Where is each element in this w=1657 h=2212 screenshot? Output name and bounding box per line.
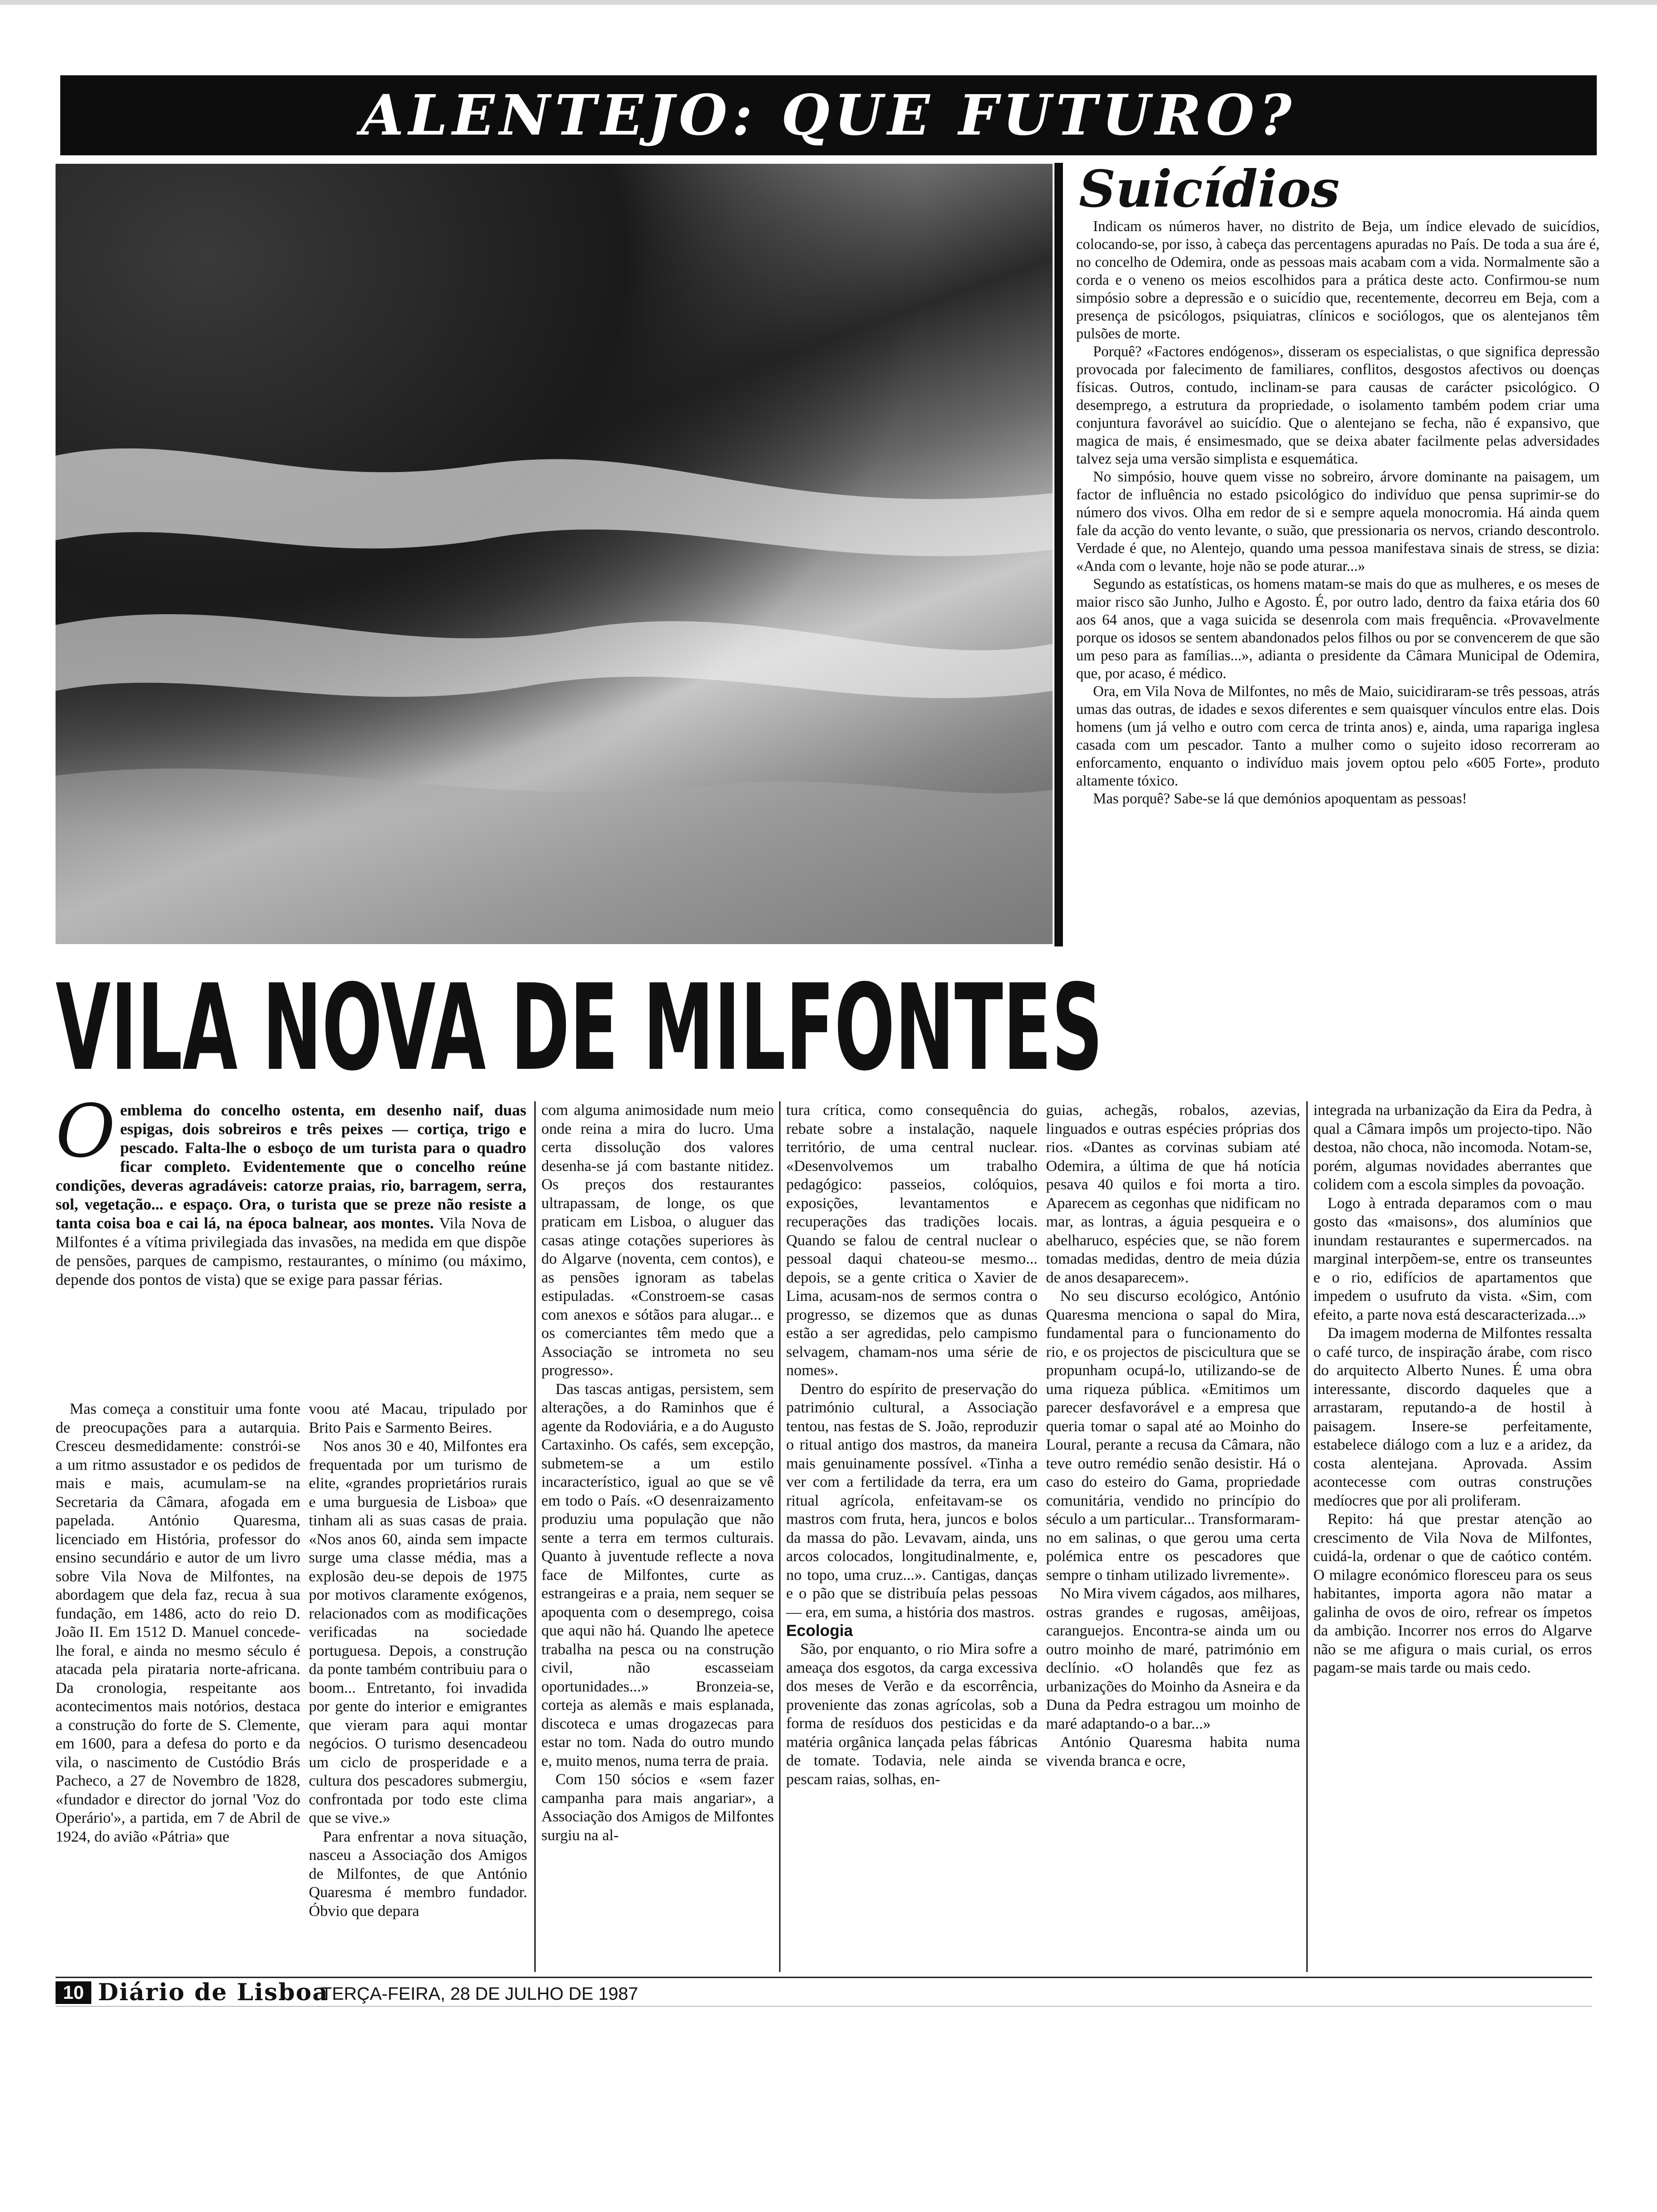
- column-paragraph: Mas começa a constituir uma fonte de preocupações para a autarquia. Cresceu desmedidamente: constrói-se a um ritmo assustador e os pedidos de mais e mais, acumulam-se na Secretaria da Câmara, afogada em papelada. António Quaresma, licenciado em História, professor do ensino secundário e autor de um livro sobre Vila Nova de Milfontes, na abordagem que dela faz, recua à sua fundação, em 1486, acto do reio D. João II. Em 1512 D. Manuel concede-lhe foral, e ainda no mesmo século é atacada pela pirataria norte-africana. Da cronologia, respeitante aos acontecimentos mais notórios, destaca a construção do forte de S. Clemente, em 1600, para a defesa do porto e da vila, o nascimento de Custódio Brás Pacheco, a 27 de Novembro de 1828, «fundador e director do jornal 'Voz do Operário'», a partida, em 7 de Abril de 1924, do avião «Pátria» que: [56, 1401, 300, 1845]
- column-paragraph: Logo à entrada deparamos com o mau gosto das «maisons», dos alumínios que inundam restaurantes e supermercados. na marginal interpõem-se, entre os transeuntes e o rio, edifícios de apartamentos que impedem o usufruto da vista. «Sim, com efeito, a parte nova está descaracterizada...»: [1313, 1194, 1592, 1323]
- column-paragraph: Da imagem moderna de Milfontes ressalta o café turco, de inspiração árabe, com risco do arquitecto Alberto Nunes. É uma obra interessante, discordo daqueles que a arrastaram, reputando-a de hostil à paisagem. Insere-se perfeitamente, estabelece diálogo com a luz e a aridez, da costa alentejana. Aprovada. Assim acontecesse com outras construções medíocres que por ali proliferam.: [1313, 1325, 1592, 1509]
- sidebar-paragraph: Mas porquê? Sabe-se lá que demónios apoquentam as pessoas!: [1093, 790, 1467, 807]
- column-paragraph: Das tascas antigas, persistem, sem alterações, a do Raminhos que é agente da Rodoviária, e a do Augusto Cartaxinho. Os cafés, sem excepção, submetem-se a um estilo incaracterístico, igual ao que se vê em todo o País. «O desenraizamento produziu uma população que não sente a terra em termos culturais. Quanto à juventude reflecte a nova face de Milfontes, curte as estrangeiras e a praia, nem sequer se apoquenta com o desemprego, coisa que aqui não há. Quando lhe apetece trabalha na pesca ou na construção civil, não escasseiam oportunidades...» Bronzeia-se, corteja as alemãs e mais esplanada, discoteca e umas drogazecas para estar no tom. Nada do outro mundo e, muito menos, numa terra de praia.: [541, 1380, 774, 1770]
- column-paragraph: Nos anos 30 e 40, Milfontes era frequentada por um turismo de elite, «grandes proprietários rurais e uma burguesia de Lisboa» que tinham ali as suas casas de praia. «Nos anos 60, ainda sem impacte surge uma classe média, mas a explosão deu-se depois de 1975 por motivos claramente exógenos, relacionados com as modificações verificadas na sociedade portuguesa. Depois, a construção da ponte também contribuiu para o boom... Entretanto, foi invadida por gente do interior e emigrantes que vieram para aqui montar negócios. O turismo desencadeou um ciclo de prosperidade e a cultura dos pescadores submergiu, confrontada por todo este clima que se vive.»: [309, 1438, 527, 1827]
- column-rule: [1306, 1101, 1308, 1972]
- article-column-3: [541, 1101, 774, 1845]
- drop-cap: O: [56, 1089, 116, 1174]
- article-column-2: [309, 1400, 527, 1921]
- column-paragraph: integrada na urbanização da Eira da Pedra, à qual a Câmara impôs um projecto-tipo. Não destoa, não choca, não incomoda. Notam-se, porém, algumas novidades aberrantes que colidem com a escola simples da povoação.: [1313, 1102, 1592, 1193]
- sidebar-paragraph: Ora, em Vila Nova de Milfontes, no mês de Maio, suicidiraram-se três pessoas, atrás umas das outras, de idades e sexos diferentes e sem quaisquer vínculos entre elas. Dois homens (um já velho e outro com cerca de trinta anos) e, ainda, uma rapariga inglesa casada com um pescador. Tanto a mulher como o sujeito idoso recorreram ao enforcamento, enquanto o indivíduo mais jovem optou pelo «605 Forte», produto altamente tóxico.: [1076, 683, 1600, 789]
- column-paragraph: guias, achegãs, robalos, azevias, linguados e outras espécies próprias dos rios. «Dantes as corvinas subiam até Odemira, a última de que há notícia pesava 40 quilos e foi morta a tiro. Aparecem as cegonhas que nidificam no mar, as lontras, a águia pesqueira e o abelharuco, espécies que, se não forem tomadas medidas, dentro de meia dúzia de anos desaparecem».: [1046, 1102, 1300, 1286]
- column-paragraph: São, por enquanto, o rio Mira sofre a ameaça dos esgotos, da carga excessiva dos meses de Verão e da escorrência, proveniente das zonas agrícolas, sob a forma de resíduos dos pesticidas e da matéria orgânica lançada pelas fábricas de tomate. Todavia, nele ainda se pescam raias, solhas, en-: [786, 1641, 1038, 1788]
- sidebar-paragraph: Segundo as estatísticas, os homens matam-se mais do que as mulheres, e os meses de maior risco são Junho, Julho e Agosto. É, por outro lado, dentro da faixa etária dos 60 aos 64 anos, que a vaga suicida se desenrola com mais frequência. «Provavelmente porque os idosos se sentem abandonados pelos filhos ou por se convencerem de que são um peso para as famílias...», adianta o presidente da Câmara Municipal de Odemira, que, por acaso, é médico.: [1076, 576, 1600, 681]
- footer-underline: [56, 2006, 1592, 2007]
- article-column-1: [56, 1400, 300, 1846]
- article-column-6: [1313, 1101, 1592, 1678]
- sidebar-title: Suicídios: [1079, 160, 1340, 219]
- article-headline: VILA NOVA DE MILFONTES: [56, 959, 1103, 1097]
- column-paragraph: No Mira vivem cágados, aos milhares, ostras grandes e rugosas, amêijoas, caranguejos. Encontra-se ainda um ou outro moinho de maré, património em declínio. «O holandês que fez as urbanizações do Moinho da Asneira e da Duna da Pedra estragou um moinho de maré adaptando-o a bar...»: [1046, 1585, 1300, 1732]
- sidebar-paragraph: Porquê? «Factores endógenos», disseram os especialistas, o que significa depressão provocada por falecimento de familiares, conflitos, desgostos afectivos ou doenças físicas. Outros, contudo, inclinam-se para causas de carácter psicológico. O desemprego, a estrutura da propriedade, o isolamento também podem criar uma conjuntura favorável ao suicídio. Que o alentejano se fecha, não é expansivo, que magica de mais, é ensimesmado, que se deixa abater facilmente pelas adversidades talvez seja uma versão simplista e esquemática.: [1076, 343, 1600, 467]
- intro-lead: emblema do concelho ostenta, em desenho naif, duas espigas, dois sobreiros e três peixes — cortiça, trigo e pescado. Falta-lhe o esboço de um turista para o quadro ficar completo. Evidentemente que o concelho reúne condições, deveras agradáveis: catorze praias, rio, barragem, serra, sol, vegetação... e espaço. Ora, o turista que se preze não resiste a tanta coisa boa e cai lá, na época balnear, aos montes.: [56, 1102, 526, 1232]
- article-intro: [56, 1089, 526, 1290]
- column-paragraph: voou até Macau, tripulado por Brito Pais e Sarmento Beires.: [309, 1401, 527, 1436]
- top-edge: [0, 0, 1657, 5]
- issue-date: TERÇA-FEIRA, 28 DE JULHO DE 1987: [321, 1984, 638, 2004]
- article-column-4: [786, 1101, 1038, 1789]
- page-number: 10: [56, 1981, 91, 2004]
- column-paragraph: António Quaresma habita numa vivenda branca e ocre,: [1046, 1734, 1300, 1770]
- section-banner: ALENTEJO: QUE FUTURO?: [60, 75, 1597, 155]
- sidebar-paragraph: No simpósio, houve quem visse no sobreiro, árvore dominante na paisagem, um factor de influência no estado psicológico do indivíduo que pensa suprimir-se do número dos vivos. Olha em redor de si e sempre aquela monocromia. Há ainda quem fale da acção do vento levante, o suão, que pressionaria os nervos, criando descontrolo. Verdade é que, no Alentejo, quando uma pessoa manifestava sinais de stress, se dizia: «Anda com o levante, hoje não se pode aturar...»: [1076, 468, 1600, 574]
- sidebar-body: [1076, 217, 1600, 808]
- column-paragraph: com alguma animosidade num meio onde reina a mira do lucro. Uma certa dissolução dos valores desenha-se já com bastante nitidez. Os preços dos restaurantes ultrapassam, de longe, os que praticam em Lisboa, o aluguer das casas atinge cotações superiores às do Algarve (noventa, cem contos), e as pensões ignoram as tabelas estipuladas. «Constroem-se casas com anexos e sótãos para alugar... e os comerciantes têm medo que a Associação se intrometa no seu progresso».: [541, 1102, 774, 1379]
- column-paragraph: No seu discurso ecológico, António Quaresma menciona o sapal do Mira, fundamental para o funcionamento do rio, e os projectos de piscicultura que se propunham ocupá-lo, utilizando-se de uma riqueza pública. «Emitimos um parecer desfavorável e a empresa que queria tomar o sapal até ao Moinho do Loural, perante a recusa da Câmara, não teve outro remédio senão desistir. Há o caso do esteiro do Gama, propriedade comunitária, vendido no princípio do século a um particular... Transformaram-no em salinas, o que gerou uma certa polémica entre os pescadores que sempre o tinham utilizado livremente».: [1046, 1288, 1300, 1584]
- section-subhead: Ecologia: [786, 1622, 853, 1640]
- newspaper-masthead: Diário de Lisboa: [98, 1978, 329, 2006]
- column-paragraph: tura crítica, como consequência do rebate sobre a instalação, naquele território, de uma central nuclear. «Desenvolvemos um trabalho pedagógico: passeios, colóquios, exposições, levantamentos e recuperações das tradições locais. Quando se falou de central nuclear o pessoal daqui chateou-se mesmo... depois, se a gente critica o Xavier de Lima, acusam-nos de sermos contra o progresso, se dizemos que as dunas estão a ser agredidas, pelo campismo selvagem, chamam-nos uma série de nomes».: [786, 1102, 1038, 1379]
- column-paragraph: Dentro do espírito de preservação do património cultural, a Associação tentou, nas festas de S. João, reproduzir o ritual antigo dos mastros, da maneira mais genuinamente possível. «Tinha a ver com a fertilidade da terra, era um ritual agrícola, enfeitavam-se os mastros com fruta, hera, juncos e bolos da massa do pão. Levavam, ainda, uns arcos colocados, longitudinalmente, e, no topo, uma cruz...». Cantigas, danças e o pão que se distribuía pelas pessoas — era, em suma, a história dos mastros.: [786, 1380, 1038, 1621]
- sidebar-paragraph: Indicam os números haver, no distrito de Beja, um índice elevado de suicídios, colocando-se, por isso, à cabeça das percentagens apuradas no País. De toda a sua áre é, no concelho de Odemira, onde as pessoas mais acabam com a vida. Normalmente são a corda e o veneno os meios escolhidos para a prática deste acto. Confirmou-se num simpósio sobre a depressão e o suicídio que, recentemente, decorreu em Beja, com a presença de psicólogos, psiquiatras, clínicos e sociólogos, que os alentejanos têm pulsões de morte.: [1076, 218, 1600, 342]
- column-paragraph: Com 150 sócios e «sem fazer campanha para mais angariar», a Associação dos Amigos de Milfontes surgiu na al-: [541, 1771, 774, 1844]
- sidebar-rule: [1054, 163, 1063, 946]
- column-paragraph: Repito: há que prestar atenção ao crescimento de Vila Nova de Milfontes, cuidá-la, ordenar o que de caótico contém. O milagre económico floresceu para os seus habitantes, importa agora não matar a galinha de ovos de oiro, refrear os ímpetos da ambição. Incorrer nos erros do Algarve não se me afigura o mais curial, os erros pagam-se mais tarde ou mais cedo.: [1313, 1511, 1592, 1676]
- column-paragraph: Para enfrentar a nova situação, nasceu a Associação dos Amigos de Milfontes, de que António Quaresma é membro fundador. Óbvio que depara: [309, 1828, 527, 1920]
- column-rule: [534, 1101, 536, 1972]
- coastal-photo: [56, 164, 1053, 944]
- article-column-5: [1046, 1101, 1300, 1771]
- wave-graphic: [56, 164, 1053, 944]
- column-rule: [779, 1101, 780, 1972]
- intro-rest: Vila Nova de Milfontes é a vítima privilegiada das invasões, na medida em que dispõe de pensões, parques de campismo, restaurantes, o mínimo (ou máximo, depende dos pontos de vista) que se exige para passar férias.: [56, 1215, 526, 1289]
